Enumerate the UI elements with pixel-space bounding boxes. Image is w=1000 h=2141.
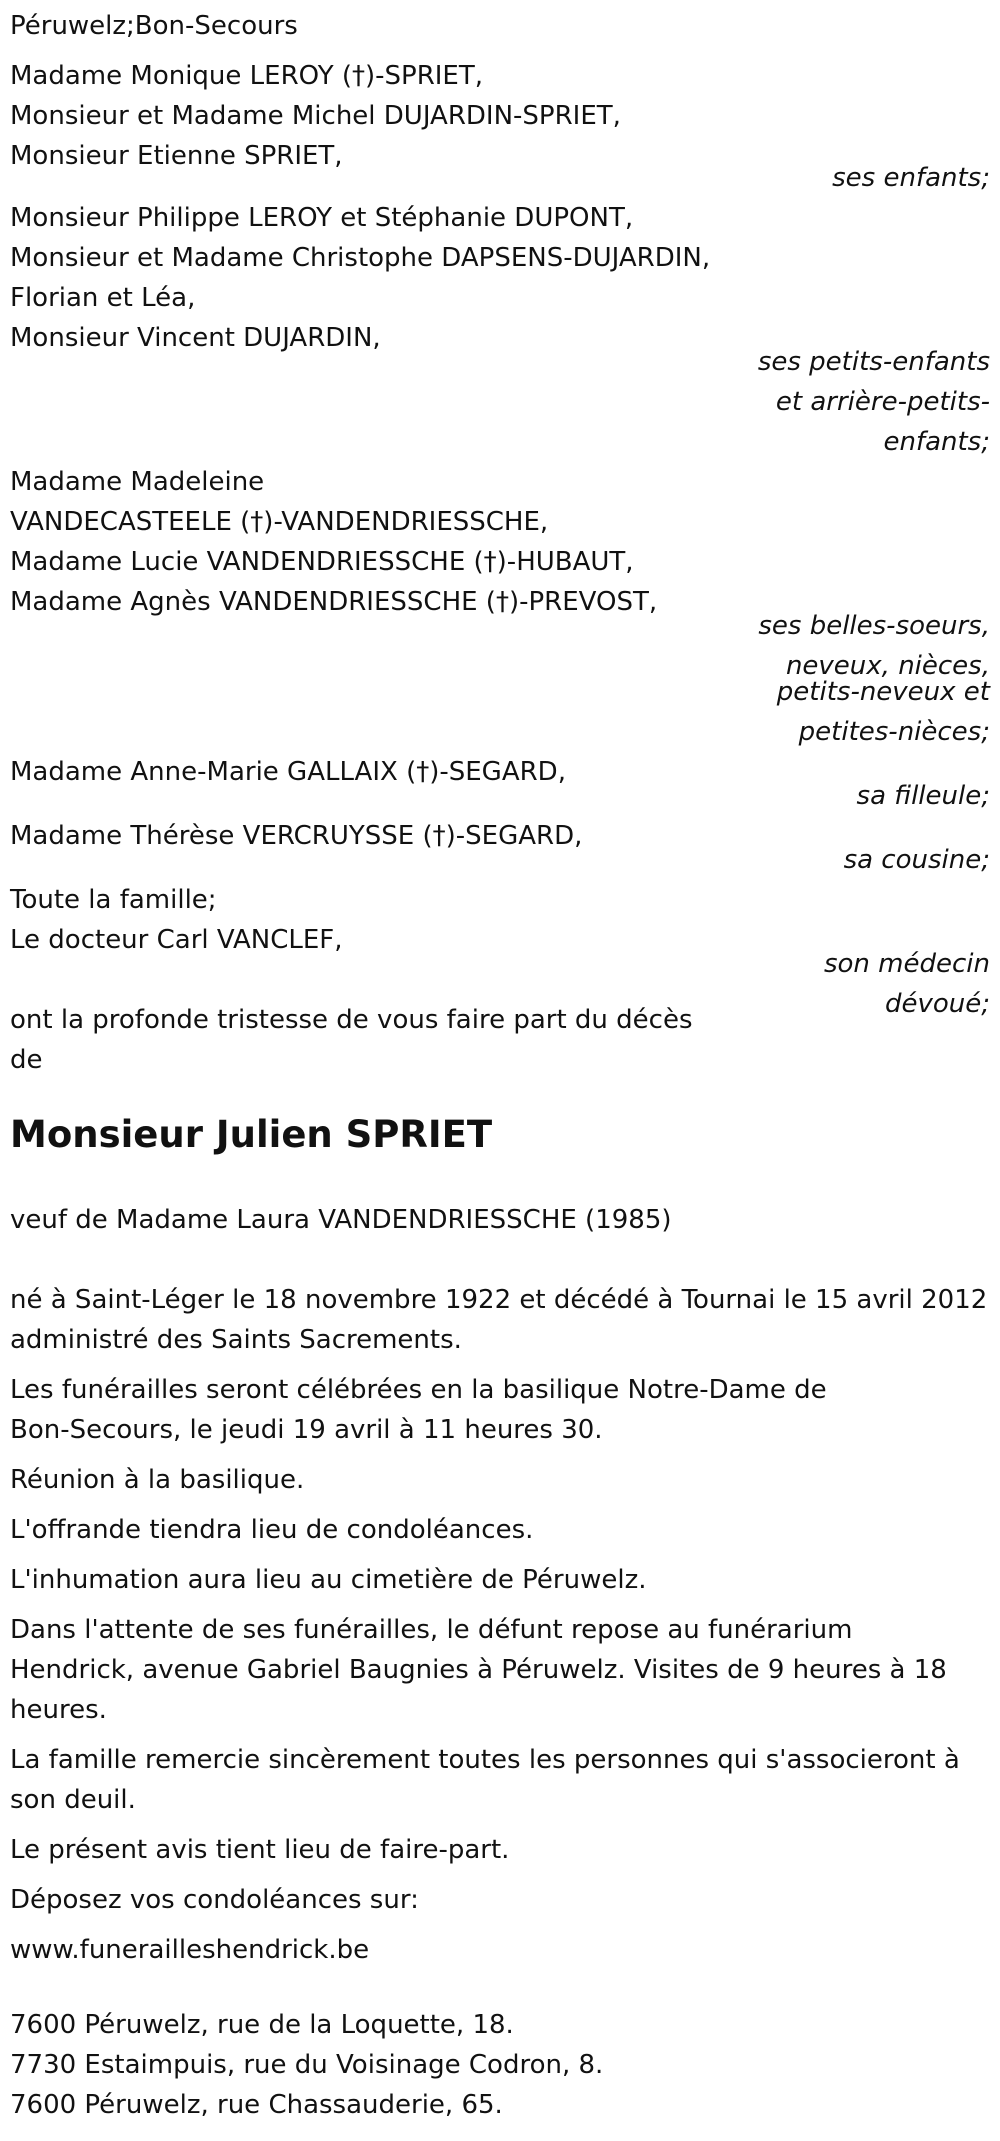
family-line: Madame Agnès VANDENDRIESSCHE (†)-PREVOST, (10, 587, 658, 617)
detail-line: Le présent avis tient lieu de faire-part. (10, 1835, 510, 1865)
detail-line: Hendrick, avenue Gabriel Baugnies à Péruwelz. Visites de 9 heures à 18 (10, 1655, 947, 1685)
family-line: Monsieur Philippe LEROY et Stéphanie DUPONT, (10, 203, 634, 233)
detail-line: Dans l'attente de ses funérailles, le défunt repose au funérarium (10, 1615, 853, 1645)
announcement-line: de (10, 1045, 43, 1075)
relation-label: ses belles-soeurs, (758, 611, 990, 641)
address-line: 7730 Estaimpuis, rue du Voisinage Codron, 8. (10, 2050, 604, 2080)
family-line: Madame Monique LEROY (†)-SPRIET, (10, 61, 484, 91)
family-line: Monsieur Vincent DUJARDIN, (10, 323, 381, 353)
relation-label: sa filleule; (856, 781, 990, 811)
family-line: Florian et Léa, (10, 283, 196, 313)
family-line: Madame Anne-Marie GALLAIX (†)-SEGARD, (10, 757, 566, 787)
family-line: Monsieur et Madame Michel DUJARDIN-SPRIET, (10, 101, 621, 131)
relation-label: petites-nièces; (798, 717, 990, 747)
detail-line: né à Saint-Léger le 18 novembre 1922 et décédé à Tournai le 15 avril 2012 (10, 1285, 988, 1315)
relation-label: son médecin (823, 949, 990, 979)
relation-label: et arrière-petits- (775, 387, 990, 417)
detail-line: administré des Saints Sacrements. (10, 1325, 462, 1355)
address-line: 7600 Péruwelz, rue de la Loquette, 18. (10, 2010, 514, 2040)
detail-line: L'offrande tiendra lieu de condoléances. (10, 1515, 534, 1545)
relation-label: enfants; (883, 427, 990, 457)
website-link[interactable]: www.funerailleshendrick.be (10, 1935, 370, 1965)
detail-line: Réunion à la basilique. (10, 1465, 305, 1495)
relation-label: dévoué; (884, 989, 990, 1019)
family-line: Madame Lucie VANDENDRIESSCHE (†)-HUBAUT, (10, 547, 634, 577)
detail-line: Déposez vos condoléances sur: (10, 1885, 419, 1915)
family-line: Madame Thérèse VERCRUYSSE (†)-SEGARD, (10, 821, 583, 851)
location-header: Péruwelz;Bon-Secours (10, 11, 298, 41)
detail-line: Les funérailles seront célébrées en la basilique Notre-Dame de (10, 1375, 827, 1405)
detail-line: La famille remercie sincèrement toutes les personnes qui s'associeront à (10, 1745, 960, 1775)
detail-line: Bon-Secours, le jeudi 19 avril à 11 heures 30. (10, 1415, 603, 1445)
family-line: VANDECASTEELE (†)-VANDENDRIESSCHE, (10, 507, 549, 537)
relation-label: ses petits-enfants (757, 347, 990, 377)
detail-line: heures. (10, 1695, 107, 1725)
relation-label: sa cousine; (843, 845, 990, 875)
detail-line: son deuil. (10, 1785, 136, 1815)
address-line: 7600 Péruwelz, rue Chassauderie, 65. (10, 2090, 503, 2120)
family-line: Toute la famille; (10, 885, 217, 915)
widower-line: veuf de Madame Laura VANDENDRIESSCHE (1985) (10, 1205, 672, 1235)
family-line: Monsieur Etienne SPRIET, (10, 141, 343, 171)
relation-label: petits-neveux et (776, 677, 990, 707)
family-line: Madame Madeleine (10, 467, 265, 497)
relation-label: neveux, nièces, (785, 651, 990, 681)
detail-line: L'inhumation aura lieu au cimetière de Péruwelz. (10, 1565, 647, 1595)
deceased-name: Monsieur Julien SPRIET (10, 1113, 493, 1156)
family-line: Monsieur et Madame Christophe DAPSENS-DUJARDIN, (10, 243, 711, 273)
announcement-line: ont la profonde tristesse de vous faire part du décès (10, 1005, 693, 1035)
relation-label: ses enfants; (832, 163, 990, 193)
family-line: Le docteur Carl VANCLEF, (10, 925, 343, 955)
